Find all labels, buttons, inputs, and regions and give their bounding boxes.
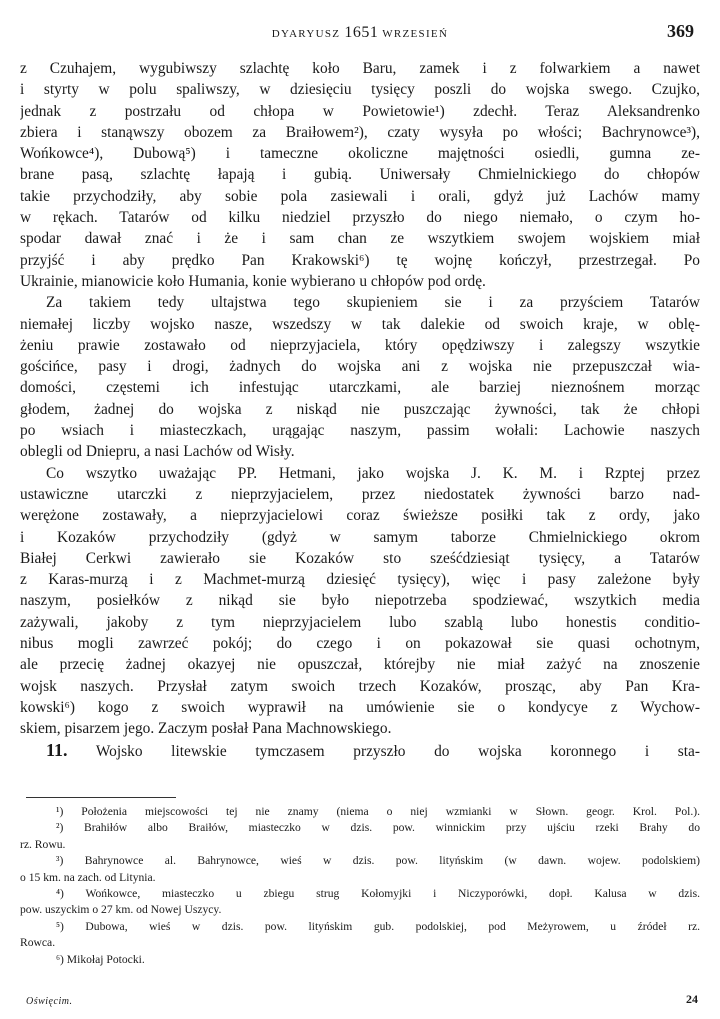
footnote-line: ¹) Położenia miejscowości tej nie znamy (niema o niej wzmianki w Słown. geogr. Krol. Pol.). <box>56 805 700 818</box>
text-line: w rękach. Tatarów od kilku niedziel przyszło do niego niemało, o czym ho- <box>20 209 700 227</box>
paragraph-line: zażywali, jakoby z tym nieprzyjacielem lubo szablą lubo honestis conditio- <box>20 613 700 631</box>
running-head <box>20 21 700 44</box>
footnote-line: ²) Brahiłów albo Braiłów, miasteczko w dzis. pow. winnickim przy ujściu rzeki Brahy do <box>56 821 700 835</box>
text-line: przyjść i aby prędko Pan Krakowski⁶) tę wojnę kończył, przestrzegał. Po <box>20 251 700 269</box>
paragraph-line: głodem, żadnej do wojska z niskąd nie puszczając żywności, tak że chłopi <box>20 400 700 418</box>
footnote-line: ³) Bahrynowce al. Bahrynowce, wieś w dzis. pow. lityńskim (w dawn. wojew. podolskiem) <box>56 854 700 868</box>
page-number: 369 <box>667 21 694 41</box>
sheet-number: 24 <box>686 992 698 1006</box>
footnote-line: ⁶) Mikołaj Potocki. <box>56 952 145 966</box>
text-line: takie przychodziły, aby sobie pola zasiewali i orali, gdyż już Lachów mamy <box>20 187 700 205</box>
paragraph-line: Co wszytko uważając PP. Hetmani, jako wojska J. K. M. i Rzptej przez <box>46 464 700 482</box>
footnote-line: Rowca. <box>20 936 56 950</box>
text-line: brane pasą, szlachtę łapają i gubią. Uniwersały Chmielnickiego do chłopów <box>20 166 700 184</box>
paragraph-line: nibus mogli zawrzeć pokój; do czego i on pokazował sie quasi ochotnym, <box>20 635 700 653</box>
text-line: Wońkowce⁴), Dubową⁵) i tameczne okoliczne majętności osiedli, gumna ze- <box>20 145 700 163</box>
paragraph-line: naszym, posiełków z nikąd sie było niepotrzeba spodziewać, wszytkich media <box>20 592 700 610</box>
body-text <box>20 58 700 761</box>
page-footer <box>20 992 700 1010</box>
footnote-rule <box>26 797 176 798</box>
printer-signature: Oświęcim. <box>26 996 73 1007</box>
footnotes <box>20 804 700 968</box>
section-line <box>20 740 700 761</box>
text-line: z Czuhajem, wygubiwszy szlachtę koło Baru, zamek i z folwarkiem a nawet <box>20 60 700 77</box>
paragraph-line: Za takiem tedy ultajstwa tego skupieniem sie i za przyściem Tatarów <box>46 294 700 312</box>
paragraph-line: z Karas-murzą i z Machmet-murzą dziesięć tysięcy), więc i pasy zależone były <box>20 571 700 589</box>
paragraph-line: żeniu prawie zostawało od nieprzyjaciela, który opędziwszy i zalegszy wszytkie <box>20 336 700 354</box>
text-line: spodar dawał znać i że i sam chan ze wszytkiem swojem wojskiem miał <box>20 230 700 248</box>
text-line: i styrty w polu spaliwszy, w dziesięciu tysięcy poszli do wojska swego. Czujko, <box>20 81 700 99</box>
paragraph-line: i Kozaków przychodziły (gdyż w samym taborze Chmielnickiego okrom <box>20 528 700 546</box>
running-title-right: WRZESIEŃ <box>382 28 449 40</box>
section-number: 11. <box>46 739 68 760</box>
text-line: jednak z postrzału od chłopa w Powietowie¹) zdechł. Teraz Aleksandrenko <box>20 102 700 120</box>
footnote-line: ⁵) Dubowa, wieś w dzis. pow. lityńskim gub. podolskiej, pod Meżyrowem, u źródeł rz. <box>56 919 700 933</box>
text-line: Ukrainie, mianowicie koło Humania, konie wybierano u chłopów pod ordę. <box>20 272 486 290</box>
text-line: zbiera i stanąwszy obozem za Braiłowem²), czaty wysyła po włości; Bachrynowce³), <box>20 123 700 141</box>
footnote-line: rz. Rowu. <box>20 837 66 851</box>
paragraph-line: Białej Cerkwi zawierało sie Kozaków sto sześćdziesiąt tysięcy, a Tatarów <box>20 549 700 567</box>
paragraph-line: oblegli od Dniepru, a nasi Lachów od Wisły. <box>20 443 295 461</box>
paragraph-line: domości, częstemi ich infestując utarczkami, ale barziej nieznośnem morząc <box>20 379 700 397</box>
paragraph-line: wojsk naszych. Przysłał zatym swoich trzech Kozaków, prosząc, aby Pan Kra- <box>20 677 700 695</box>
footnote-line: ⁴) Wońkowce, miasteczko u zbiegu strug Kołomyjki i Niczyporówki, dopł. Kalusa w dzis. <box>56 886 700 900</box>
section-text: Wojsko litewskie tymczasem przyszło do wojska koronnego i sta- <box>95 742 700 760</box>
footnote-line: o 15 km. na zach. od Litynia. <box>20 870 156 884</box>
paragraph-line: niemałej liczby wojsko nasze, wszedszy w tak dalekie od swoich kraje, w oblę- <box>20 315 700 333</box>
paragraph-line: gościńce, pasy i drogi, żadnych do wojska ani z wojska nie przepuszczał wia- <box>20 358 700 376</box>
paragraph-line: ustawiczne utarczki z nieprzyjacielem, przez niedostatek żywności barzo nad- <box>20 485 700 503</box>
footnote-line: pow. uszyckim o 27 km. od Nowej Uszycy. <box>20 903 222 917</box>
paragraph-line: kowski⁶) kogo z swoich wyprawił na umówienie sie o kondycye z Wychow- <box>20 698 700 716</box>
paragraph-line: skiem, pisarzem jego. Zaczym posłał Pana Machnowskiego. <box>20 720 392 738</box>
running-title <box>20 24 700 42</box>
running-title-left: DYARYUSZ <box>271 28 341 40</box>
paragraph-line: ale przecię żadnej okazyej nie opuszczał, którejby nie miał zażyć na znoszenie <box>20 656 700 674</box>
running-title-year: 1651 <box>344 24 379 41</box>
paragraph-line: werężone zostawały, a nieprzyjacielowi coraz świeższe posiłki tak z ordy, jako <box>20 507 700 525</box>
paragraph-line: po wsiach i miasteczkach, urągając naszym, passim wołali: Lachowie naszych <box>20 422 700 440</box>
